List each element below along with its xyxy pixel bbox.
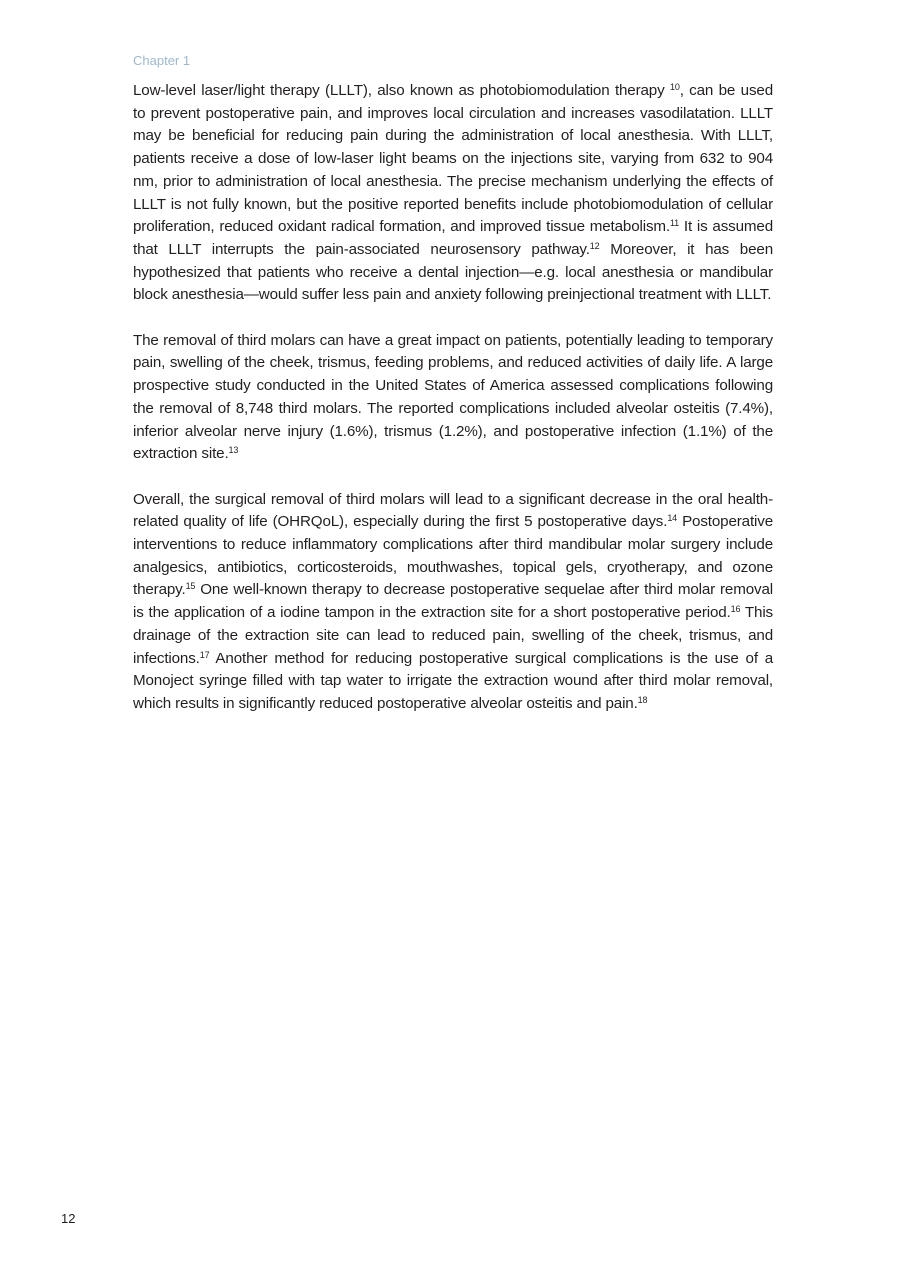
text-run: , can be used to prevent postoperative pain, and improves local circulation and increases vasodilatation. LLLT may be beneficial for reducing pain during the administration of local anesthesia. With LLLT, patients receive a dose of low-laser light beams on the injections site, varying from 632 to 904 nm, prior to administration of local anesthesia. The precise mechanism underlying the effects of LLLT is not fully known, but the positive reported benefits include photobiomodulation of cellular proliferation, reduced oxidant radical formation, and improved tissue metabolism. [133,82,773,236]
text-run: Overall, the surgical removal of third molars will lead to a significant decrease in the oral health-related quality of life (OHRQoL), especially during the first 5 postoperative days. [133,490,773,531]
citation-superscript: 11 [670,218,680,229]
text-run: Moreover, it has been hypothesized that patients who receive a dental injection—e.g. local anesthesia or mandibular block anesthesia—would suffer less pain and anxiety following preinjectional treatment with LLLT. [133,240,773,304]
citation-superscript: 15 [185,581,196,592]
text-run: It is assumed that LLLT interrupts the pain-associated neurosensory pathway. [133,218,774,258]
citation-superscript: 13 [228,445,239,456]
page-number: 12 [61,1211,76,1226]
text-run: One well-known therapy to decrease postoperative sequelae after third molar removal is the application of a iodine tampon in the extraction site for a short postoperative period. [133,581,773,622]
citation-superscript: 16 [730,604,741,615]
citation-superscript: 17 [199,649,210,660]
body-text [133,80,773,738]
citation-superscript: 10 [669,82,680,92]
paragraph [133,489,773,716]
paragraph [133,330,773,466]
citation-superscript: 14 [667,513,678,524]
citation-superscript: 12 [589,240,600,251]
text-run: Low-level laser/light therapy (LLLT), also known as photobiomodulation therapy [133,82,670,99]
running-header: Chapter 1 [133,53,191,68]
text-run: Postoperative interventions to reduce inflammatory complications after third mandibular molar surgery include analgesics, antibiotics, corticosteroids, mouthwashes, topical gels, cryotherapy, and ozone therapy. [133,513,773,599]
citation-superscript: 18 [637,694,648,705]
text-run: The removal of third molars can have a great impact on patients, potentially leading to temporary pain, swelling of the cheek, trismus, feeding problems, and reduced activities of daily life. A large prospective study conducted in the United States of America assessed complications following the removal of 8,748 third molars. The reported complications included alveolar osteitis (7.4%), inferior alveolar nerve injury (1.6%), trismus (1.2%), and postoperative infection (1.1%) of the extraction site. [133,331,773,463]
text-run: Another method for reducing postoperative surgical complications is the use of a Monoject syringe filled with tap water to irrigate the extraction wound after third molar removal, which results in significantly reduced postoperative alveolar osteitis and pain. [133,649,773,712]
paragraph [133,80,773,307]
text-run: This drainage of the extraction site can lead to reduced pain, swelling of the cheek, trismus, and infections. [133,604,773,667]
